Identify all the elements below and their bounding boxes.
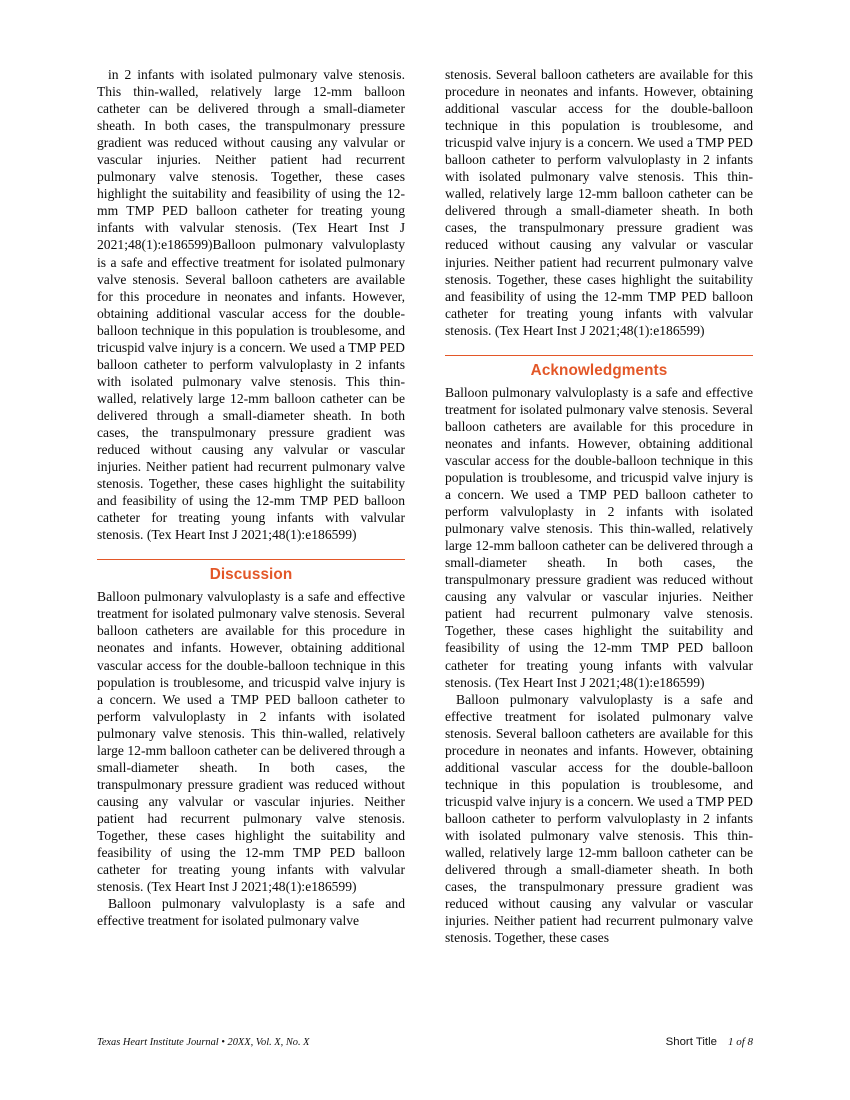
left-column — [97, 66, 405, 1006]
section-acknowledgments — [445, 355, 753, 947]
paragraph: stenosis. Several balloon catheters are available for this procedure in neonates and infants. However, obtaining additional vascular access for the double-balloon technique in this population is troublesome, and tricuspid valve injury is a concern. We used a TMP PED balloon catheter to perform valvuloplasty in 2 infants with isolated pulmonary valve stenosis. This thin-walled, relatively large 12-mm balloon catheter can be delivered through a small-diameter sheath. In both cases, the transpulmonary pressure gradient was reduced without causing any valvular or vascular injuries. Neither patient had recurrent pulmonary valve stenosis. Together, these cases highlight the suitability and feasibility of using the 12-mm TMP PED balloon catheter for treating young infants with valvular stenosis. (Tex Heart Inst J 2021;48(1):e186599) — [445, 67, 753, 338]
footer-short-title: Short Title — [665, 1036, 717, 1048]
footer-right-group — [666, 1036, 753, 1048]
section-heading-acknowledgments: Acknowledgments — [530, 361, 668, 379]
footer-page-number: 1 of 8 — [727, 1036, 753, 1048]
section-divider-rule — [97, 559, 405, 560]
page-footer — [97, 1036, 753, 1048]
right-column — [445, 66, 753, 1006]
paragraph: Balloon pulmonary valvuloplasty is a safe and effective treatment for isolated pulmonary valve stenosis. Several balloon catheters are available for this procedure in neonates and infants. However, obtaining additional vascular access for the double-balloon technique in this population is troublesome, and tricuspid valve injury is a concern. We used a TMP PED balloon catheter to perform valvuloplasty in 2 infants with isolated pulmonary valve stenosis. This thin-walled, relatively large 12-mm balloon catheter can be delivered through a small-diameter sheath. In both cases, the transpulmonary pressure gradient was reduced without causing any valvular or vascular injuries. Neither patient had recurrent pulmonary valve stenosis. Together, these cases — [445, 691, 753, 946]
paragraph: in 2 infants with isolated pulmonary valve stenosis. This thin-walled, relatively large 12-mm balloon catheter can be delivered through a small-diameter sheath. In both cases, the transpulmonary pressure gradient was reduced without causing any valvular or vascular injuries. Neither patient had recurrent pulmonary valve stenosis. Together, these cases highlight the suitability and feasibility of using the 12-mm TMP PED balloon catheter for treating young infants with valvular stenosis. (Tex Heart Inst J 2021;48(1):e186599)Balloon pulmonary valvuloplasty is a safe and effective treatment for isolated pulmonary valve stenosis. Several balloon catheters are available for this procedure in neonates and infants. However, obtaining additional vascular access for the double-balloon technique in this population is troublesome, and tricuspid valve injury is a concern. We used a TMP PED balloon catheter to perform valvuloplasty in 2 infants with isolated pulmonary valve stenosis. This thin-walled, relatively large 12-mm balloon catheter can be delivered through a small-diameter sheath. In both cases, the transpulmonary pressure gradient was reduced without causing any valvular or vascular injuries. Neither patient had recurrent pulmonary valve stenosis. Together, these cases highlight the suitability and feasibility of using the 12-mm TMP PED balloon catheter for treating young infants with valvular stenosis. (Tex Heart Inst J 2021;48(1):e186599) — [97, 67, 405, 543]
section-divider-rule — [445, 355, 753, 356]
paragraph: Balloon pulmonary valvuloplasty is a safe and effective treatment for isolated pulmonary valve stenosis. Several balloon catheters are available for this procedure in neonates and infants. However, obtaining additional vascular access for the double-balloon technique in this population is troublesome, and tricuspid valve injury is a concern. We used a TMP PED balloon catheter to perform valvuloplasty in 2 infants with isolated pulmonary valve stenosis. This thin-walled, relatively large 12-mm balloon catheter can be delivered through a small-diameter sheath. In both cases, the transpulmonary pressure gradient was reduced without causing any valvular or vascular injuries. Neither patient had recurrent pulmonary valve stenosis. Together, these cases highlight the suitability and feasibility of using the 12-mm TMP PED balloon catheter for treating young infants with valvular stenosis. (Tex Heart Inst J 2021;48(1):e186599) — [445, 384, 753, 690]
section-heading-discussion: Discussion — [209, 566, 293, 584]
two-column-layout — [97, 66, 753, 1006]
section-discussion — [97, 559, 405, 929]
footer-journal-citation: Texas Heart Institute Journal • 20XX, Vol. X, No. X — [97, 1037, 310, 1048]
paragraph: Balloon pulmonary valvuloplasty is a safe and effective treatment for isolated pulmonary valve stenosis. Several balloon catheters are available for this procedure in neonates and infants. However, obtaining additional vascular access for the double-balloon technique in this population is troublesome, and tricuspid valve injury is a concern. We used a TMP PED balloon catheter to perform valvuloplasty in 2 infants with isolated pulmonary valve stenosis. This thin-walled, relatively large 12-mm balloon catheter can be delivered through a small-diameter sheath. In both cases, the transpulmonary pressure gradient was reduced without causing any valvular or vascular injuries. Neither patient had recurrent pulmonary valve stenosis. Together, these cases highlight the suitability and feasibility of using the 12-mm TMP PED balloon catheter for treating young infants with valvular stenosis. (Tex Heart Inst J 2021;48(1):e186599) — [97, 589, 405, 895]
paragraph: Balloon pulmonary valvuloplasty is a safe and effective treatment for isolated pulmonary valve — [97, 896, 405, 929]
